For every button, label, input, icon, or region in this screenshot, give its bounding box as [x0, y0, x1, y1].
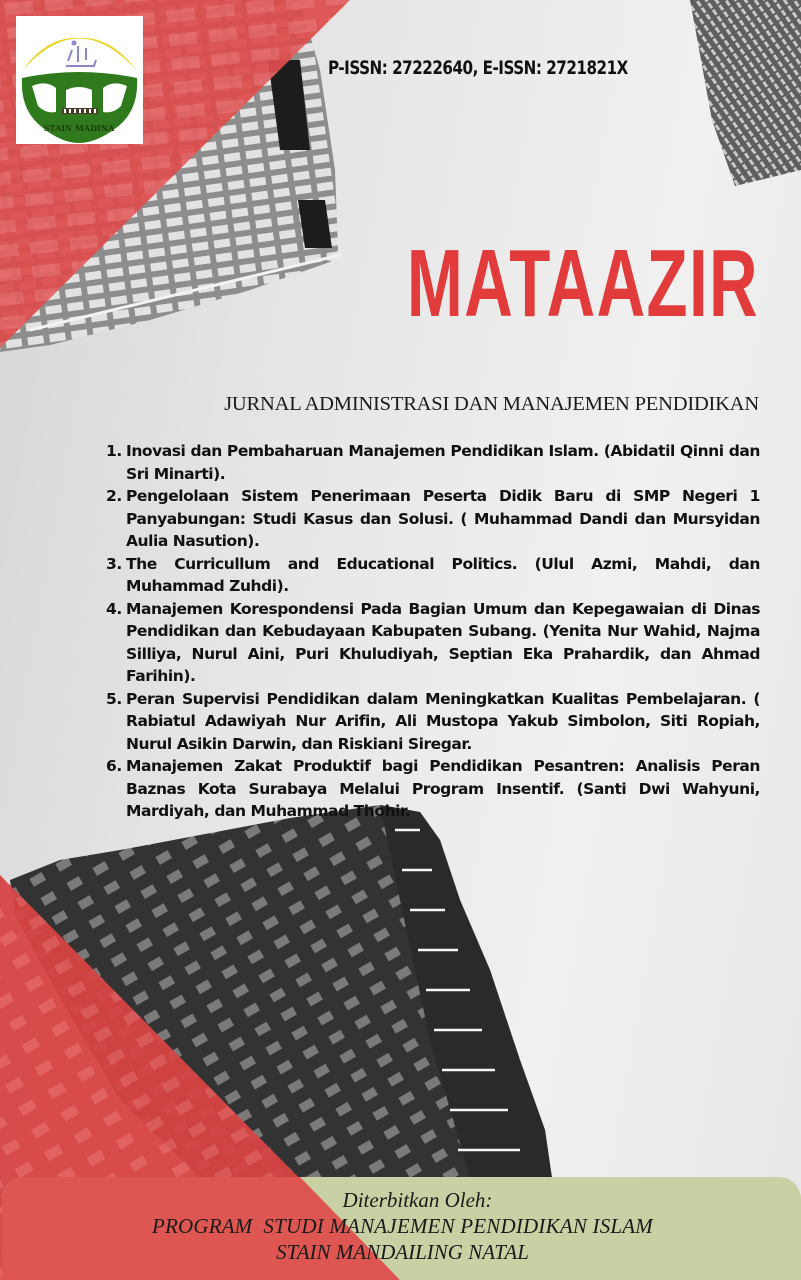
article-number: 3.: [106, 554, 122, 573]
article-item: [106, 440, 760, 485]
article-number: 1.: [106, 442, 122, 460]
journal-subtitle: JURNAL ADMINISTRASI DAN MANAJEMEN PENDIDIKAN: [224, 393, 759, 415]
institution-logo: [16, 16, 143, 144]
article-number: 4.: [106, 599, 122, 618]
top-right-building: [690, 0, 801, 186]
article-number: 6.: [106, 757, 122, 775]
article-item: [106, 485, 760, 553]
article-text: Peran Supervisi Pendidikan dalam Meningkatkan Kualitas Pembelajaran. ( Rabiatul Adawiyah Nur Arifin, Ali Mustopa Yakub Simbolon, Siti Ropiah, Nurul Asikin Darwin, dan Riskiani Siregar.: [126, 689, 760, 753]
article-number: 5.: [106, 689, 122, 708]
program-name: PROGRAM STUDI MANAJEMEN PENDIDIKAN ISLAM: [151, 1214, 654, 1238]
publisher-info: [2, 1187, 801, 1265]
article-text: The Curricullum and Educational Politics. (Ulul Azmi, Mahdi, dan Muhammad Zuhdi).: [126, 554, 760, 595]
article-text: Pengelolaan Sistem Penerimaan Peserta Didik Baru di SMP Negeri 1 Panyabungan: Studi Kasus dan Solusi. ( Muhammad Dandi dan Mursyidan Aulia Nasution).: [126, 487, 760, 550]
logo-text: STAIN MADINA: [43, 123, 115, 133]
article-item: [106, 688, 760, 756]
calligraphy-icon: [66, 42, 96, 67]
article-number: 2.: [106, 487, 122, 505]
journal-title: MATAAZIR: [406, 230, 759, 337]
article-item: [106, 553, 760, 598]
article-item: [106, 755, 760, 823]
article-item: [106, 598, 760, 688]
publisher-footer: [2, 1177, 801, 1280]
institution-name: STAIN MANDAILING NATAL: [276, 1240, 529, 1264]
published-by-label: Diterbitkan Oleh:: [342, 1188, 493, 1212]
article-text: Inovasi dan Pembaharuan Manajemen Pendidikan Islam. (Abidatil Qinni dan Sri Minarti).: [126, 442, 760, 483]
article-list: [106, 440, 760, 823]
article-text: Manajemen Zakat Produktif bagi Pendidikan Pesantren: Analisis Peran Baznas Kota Surabaya Melalui Program Insentif. (Santi Dwi Wahyuni, Mardiyah, dan Muhammad Thohir.: [126, 757, 760, 820]
issn-line: P-ISSN: 27222640, E-ISSN: 2721821X: [328, 58, 628, 79]
article-text: Manajemen Korespondensi Pada Bagian Umum dan Kepegawaian di Dinas Pendidikan dan Kebudayaan Kabupaten Subang. (Yenita Nur Wahid, Najma Silliya, Nurul Aini, Puri Khuludiyah, Septian Eka Prahardik, dan Ahmad Farihin).: [126, 599, 760, 685]
